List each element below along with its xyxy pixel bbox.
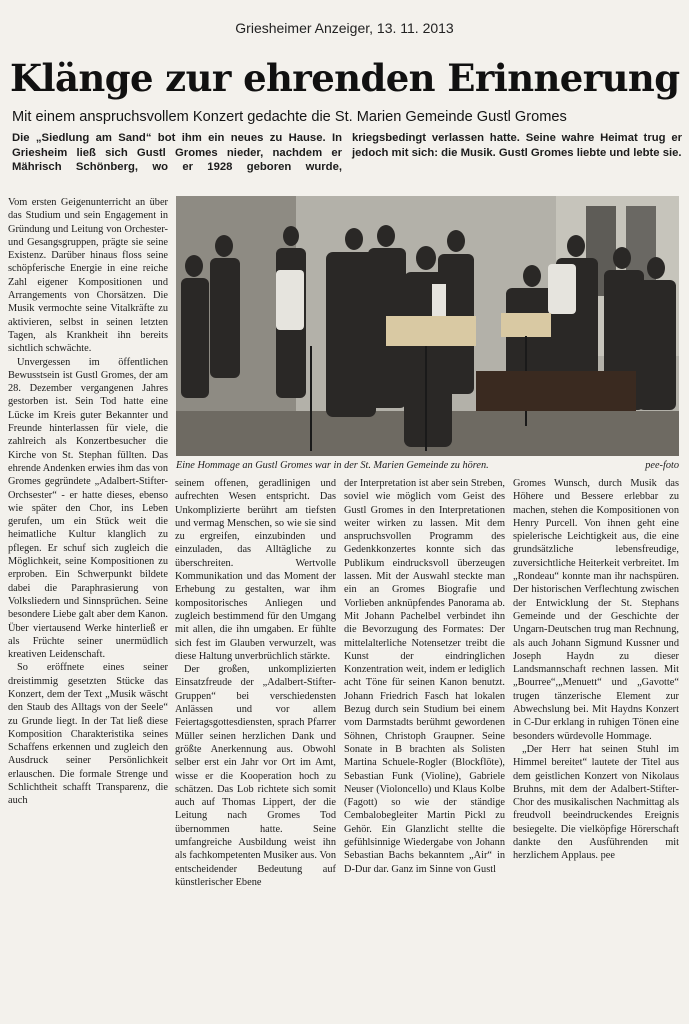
- photo-credit: pee-foto: [645, 460, 679, 471]
- article-headline: Klänge zur ehrenden Erinnerung: [10, 56, 680, 100]
- photo-caption: Eine Hommage an Gustl Gromes war in der St. Marien Gemeinde zu hören.: [176, 460, 489, 471]
- concert-photo-illustration: [176, 196, 679, 456]
- paragraph: So eröffnete eines seiner dreistimmig gesetzten Stücke das Konzert, dem der Text „Musik wäscht den Staub des Alltags von der Seele“ zu Grunde liegt. In der Tat ließ diese Komposition Charakteristika seines Schaffens erkennen und zugleich den Ausdruck seiner Persönlichkeit erlauschen. Die formale Strenge und Schlichtheit schafft Transparenz, die auch: [8, 662, 168, 807]
- paragraph: „Der Herr hat seinen Stuhl im Himmel bereitet“ lautete der Titel aus dem geistlichen Konzert von Nikolaus Bruhns, mit dem der Adalbert-Stifter-Chor des musikalischen Nachmittag als freudvoll beeindruckendes Ereignis besiegelte. Die vielköpfige Hörerschaft dankte den Ausführenden mit herzlichem Applaus. pee: [513, 743, 679, 862]
- paragraph: seinem offenen, geradlinigen und aufrechten Wesen entspricht. Das Unkomplizierte berührt am tiefsten und vermag Menschen, so wie sie sind zu ergreifen, einzubinden und einzuladen, das Alltägliche zu überschreiten. Wertvolle Kommunikation und das Moment der Erhebung zu gestalten, war ihm kompositorisches Anliegen und zugleich bestimmend für den Umgang mit allen, die ihn umgaben. Er fühlte sich fest im Glauben verwurzelt, was diese Haltung unverbrüchlich stärkte.: [175, 478, 336, 662]
- article-lead: Die „Siedlung am Sand“ bot ihm ein neues zu Hause. In Griesheim ließ sich Gustl Gromes nieder, nachdem er Mährisch Schönberg, wo er 1928 geboren wurde, kriegsbedingt verlassen hatte. Seine wahre Heimat trug er jedoch mit sich: die Musik. Gustl Gromes liebte und lebte sie.: [12, 132, 682, 174]
- article-column-1: [8, 196, 168, 1011]
- newspaper-source-line: Griesheimer Anzeiger, 13. 11. 2013: [235, 20, 454, 36]
- paragraph: Unvergessen im öffentlichen Bewusstsein ist Gustl Gromes, der am 28. Dezember vergangenen Jahres gestorben ist. Sein Tod hatte eine Lücke im Kreis guter Bekannter und Freunde hinterlassen für viele, die zahlreich als Konzertbesucher die Kirche von St. Stephan füllten. Das ehrende Andenken erwies ihm das von Gromes gegründete „Adalbert-Stifter-Orchsester“ - er hatte dieses, ebenso wie später den Chor, ins Leben gerufen, um ein Stück weit die heimatliche Kultur klanglich zu pflegen. Er schuf sich zugleich die Möglichkeit, seine Kompositionen zu erproben. Ein Schwerpunkt bildete dabei die Paraphrasierung von Volksliedern und Sinnsprüchen. Seine besondere Liebe galt aber dem Kanon. Über viertausend Werke hinterließ er als Früchte seiner unermüdlich kreativen Leidenschaft.: [8, 356, 168, 661]
- article-column-4: [513, 477, 679, 1017]
- article-subheadline: Mit einem anspruchsvollem Konzert gedachte die St. Marien Gemeinde Gustl Gromes: [12, 109, 567, 125]
- paragraph: Vom ersten Geigenunterricht an über das Studium und sein Engagement in Gründung und Leitung von Orchester- und Gesangsgruppen, prägte sie seine Existenz. Darüber hinaus floss seine schöpferische Energie in eine reiche Zahl eigener Kompositionen und Arrangements von Chorsätzen. Die Musik vermochte seine Vitalkräfte zu aktivieren, selbst in seinen letzten Tagen, als Krankheit ihn bereits sichtlich schwächte.: [8, 197, 168, 355]
- paragraph: der Interpretation ist aber sein Streben, soviel wie möglich vom Geist des Gustl Gromes in den Interpretationen weiter wirken zu lassen. Mit dem anspruchsvollen Programm des Gedenkkonzertes konnte sich das Publikum eindrucksvoll überzeugen lassen. Mit der Auswahl steckte man ein an Gromes Biografie und Vorlieben anknüpfendes Panorama ab. Mit Johann Pachelbel verbindet ihn die Bevorzugung des Formates: Der mittelalterliche Notensetzer treibt die Kunst der eindringlichen Konzentration weit, indem er lediglich acht Töne für seinen Kanon benutzt. Johann Friedrich Fasch hat lokalen Bezug durch sein Studium bei einem vom Darmstadts berühmt gewordenen Söhnen, Christoph Graupner. Seine Sonate in B brachten als Solisten Martina Schuele-Rogler (Blockflöte), Sebastian Funk (Violine), Gabriele Neuser (Violoncello) und Klaus Kolbe (Fagott) so wie der ständige Cembalobegleiter Martin Pickl zu Gehör. Ein Glanzlicht stellte die gefühlsinnige Wiedergabe von Johann Sebastian Bachs bekanntem „Air“ in D-Dur dar. Ganz im Sinne von Gustl: [344, 478, 505, 875]
- paragraph: Gromes Wunsch, durch Musik das Höhere und Bessere erlebbar zu machen, stehen die Kompositionen von Henry Purcell. Von ihnen geht eine spielerische Leichtigkeit aus, die eine grundsätzliche lebensfreudige, zuversichtliche Heiterkeit verbreitet. Im „Rondeau“ konnte man ihr nachspüren. Der historischen Verflechtung zwischen der Entwicklung der St. Stephans Gemeinde und der Geschichte der Ungarn-Deutschen trug man Rechnung, als auch Johann Sigmund Kussner und Joseph Haydn zu dieser Landsmannschaft rechnen lassen. Mit „Bourree“,„Menuett“ und „Gavotte“ trugen tänzerische Element zur Abwechslung bei. Mit Haydns Konzert in C-Dur erklang in ruhigen Tönen eine besonders würdevolle Hommage.: [513, 478, 679, 742]
- article-column-2: [175, 477, 336, 1017]
- photo-caption-row: [176, 459, 679, 472]
- paragraph: Der großen, unkomplizierten Einsatzfreude der „Adalbert-Stifter-Gruppen“ bei verschiedensten Anlässen und vor allem Feiertagsgottesdiensten, sprach Pfarrer Müller seinen herzlichen Dank und größte Anerkennung aus. Obwohl selber erst ein Jahr vor Ort im Amt, wisse er die Kooperation hoch zu schätzen. Das Lob richtete sich somit auch auf Thomas Lippert, der die Leitung nach Gromes Tod übernommen hatte. Seine umfangreiche Ausbildung weist ihn als fachkompetenten Musiker aus. Von entscheidender Bedeutung auf künstlerischer Ebene: [175, 664, 336, 888]
- concert-photo: [176, 196, 679, 456]
- article-column-3: [344, 477, 505, 1017]
